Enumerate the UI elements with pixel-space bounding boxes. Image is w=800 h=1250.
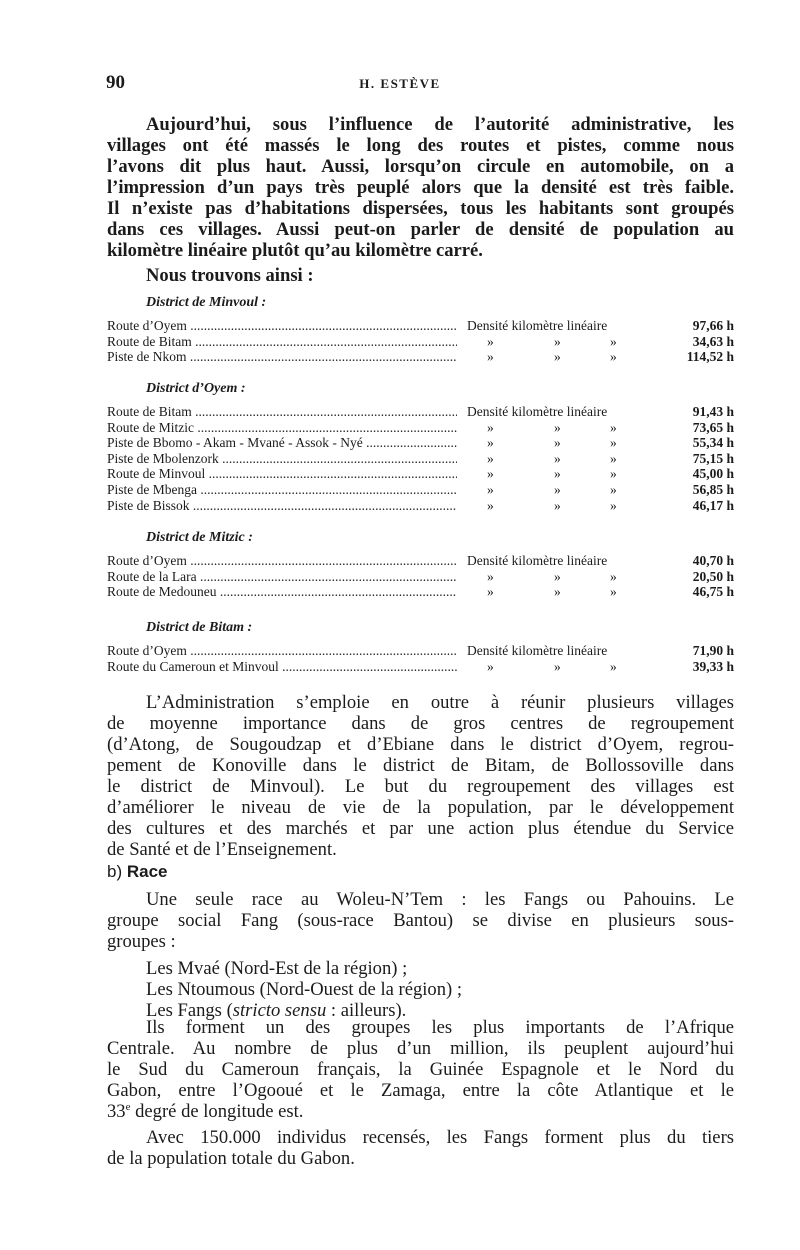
table-row [107,643,734,659]
route-name: Route d’Oyem ..... [107,643,457,659]
table-row [107,318,734,334]
density-value: 75,15 h [692,450,734,466]
text-line: Centrale. Au nombre de plus d’un million, ils peuplent aujourd’hui [107,1038,734,1059]
page-number: 90 [106,72,125,93]
table-row [107,659,734,675]
text-line: groupes : [107,931,176,952]
table-row [107,498,734,514]
table-row [107,569,734,585]
text-line: Aujourd’hui, sous l’influence de l’autorité administrative, les [146,114,734,135]
text-line: groupe social Fang (sous-race Bantou) se divise en plusieurs sous- [107,910,734,931]
text-line: l’avons dit plus haut. Aussi, lorsqu’on circule en automobile, on a [107,156,734,177]
paragraph-distribution [107,1017,734,1122]
section-marker: b) [107,862,123,881]
text-line: de moyenne importance dans de gros centres de regroupement [107,713,734,734]
text-line: villages ont été massés le long des routes et pistes, comme nous [107,135,734,156]
text-line: d’améliorer le niveau de vie de la population, par le développement [107,797,734,818]
route-name: Route de Minvoul ..... [107,466,457,482]
ditto-mark: » [610,419,617,435]
ditto-mark: » [554,497,561,513]
ditto-mark: » [487,419,494,435]
text-line: L’Administration s’emploie en outre à réunir plusieurs villages [146,692,734,713]
density-value: 34,63 h [692,333,734,349]
paragraph-population [107,1127,734,1169]
route-name: Piste de Mbenga ..... [107,482,457,498]
text-line: le district de Minvoul). Le but du regroupement des villages est [107,776,734,797]
route-name: Route de Bitam ..... [107,334,457,350]
ditto-mark: » [610,584,617,600]
district-title: District de Bitam : [146,620,253,635]
ditto-mark: » [487,435,494,451]
route-name: Piste de Bissok ..... [107,498,457,514]
density-value: 45,00 h [692,466,734,482]
density-value: 71,90 h [692,643,734,658]
table-row [107,349,734,365]
table-row [107,420,734,436]
text-line: dans ces villages. Aussi peut-on parler de densité de population au [107,219,734,240]
ditto-mark: » [610,658,617,674]
text-line: Il n’existe pas d’habitations dispersées, tous les habitants sont groupés [107,198,734,219]
ditto-mark: » [487,349,494,365]
ditto-mark: » [554,568,561,584]
text-line: 33e degré de longitude est. [107,1100,304,1122]
ditto-mark: » [554,435,561,451]
ditto-mark: » [610,568,617,584]
ditto-mark: » [487,333,494,349]
district-title: District de Mitzic : [146,530,253,545]
text-line: de la population totale du Gabon. [107,1148,355,1169]
ditto-mark: » [610,466,617,482]
route-name: Piste de Bbomo - Akam - Mvané - Assok - Nyé ..... [107,435,457,451]
table-row [107,451,734,467]
ditto-mark: » [487,466,494,482]
density-value: 20,50 h [692,568,734,584]
table-row [107,404,734,420]
density-label: Densité kilomètre linéaire [467,318,608,333]
section-heading [107,862,168,882]
density-label: Densité kilomètre linéaire [467,404,608,419]
density-value: 39,33 h [692,658,734,674]
density-value: 40,70 h [692,553,734,568]
density-value: 56,85 h [692,482,734,497]
text-line: des cultures et des marchés et par une action plus étendue du Service [107,818,734,839]
ditto-mark: » [554,482,561,497]
ditto-mark: » [610,497,617,513]
route-name: Route d’Oyem ..... [107,553,457,569]
paragraph-villages [107,114,734,261]
table-row [107,584,734,600]
ditto-mark: » [554,349,561,365]
text-line: (d’Atong, de Sougoudzap et d’Ebiane dans le district d’Oyem, regrou- [107,734,734,755]
ditto-mark: » [554,333,561,349]
text-line: pement de Konoville dans le district de Bitam, de Bollossoville dans [107,755,734,776]
district-title: District d’Oyem : [146,381,246,396]
ditto-mark: » [554,466,561,482]
paragraph-race [107,889,734,952]
density-value: 55,34 h [692,435,734,451]
ditto-mark: » [487,482,494,497]
ditto-mark: » [487,497,494,513]
route-name: Route du Cameroun et Minvoul ..... [107,659,457,675]
subgroup-item: Les Fangs (stricto sensu : ailleurs). [146,1000,407,1021]
text-line: Une seule race au Woleu-N’Tem : les Fangs ou Pahouins. Le [146,889,734,910]
ditto-mark: » [554,419,561,435]
district-title: District de Minvoul : [146,295,267,310]
ditto-mark: » [487,568,494,584]
ditto-mark: » [610,435,617,451]
density-value: 97,66 h [692,318,734,333]
route-name: Route de Bitam ..... [107,404,457,420]
ditto-mark: » [487,450,494,466]
ditto-mark: » [610,450,617,466]
route-name: Piste de Nkom ..... [107,349,457,365]
text-line: Gabon, entre l’Ogooué et le Zamaga, entre la côte Atlantique et le [107,1080,734,1101]
text-line: de Santé et de l’Enseignement. [107,839,337,860]
route-name: Route de Mitzic ..... [107,420,457,436]
density-label: Densité kilomètre linéaire [467,553,608,568]
text-line: Ils forment un des groupes les plus importants de l’Afrique [146,1017,734,1038]
density-value: 46,17 h [692,497,734,513]
ditto-mark: » [554,450,561,466]
text-line: kilomètre linéaire plutôt qu’au kilomètre carré. [107,240,483,261]
subgroup-item: Les Mvaé (Nord-Est de la région) ; [146,958,408,979]
route-name: Route de Medouneu ..... [107,584,457,600]
table-row [107,334,734,350]
density-value: 46,75 h [692,584,734,600]
ditto-mark: » [610,482,617,497]
route-name: Route d’Oyem ..... [107,318,457,334]
paragraph-administration [107,692,734,860]
ditto-mark: » [610,333,617,349]
ditto-mark: » [487,584,494,600]
ditto-mark: » [554,584,561,600]
text-line: Avec 150.000 individus recensés, les Fangs forment plus du tiers [146,1127,734,1148]
section-title: Race [126,862,168,881]
ditto-mark: » [487,658,494,674]
running-title: H. ESTÈVE [359,76,441,91]
density-label: Densité kilomètre linéaire [467,643,608,658]
route-name: Route de la Lara ..... [107,569,457,585]
subgroup-item: Les Ntoumous (Nord-Ouest de la région) ; [146,979,463,1000]
text-line: l’impression d’un pays très peuplé alors que la densité est très faible. [107,177,734,198]
table-row [107,482,734,498]
ditto-mark: » [610,349,617,365]
density-value: 73,65 h [692,419,734,435]
ditto-mark: » [554,658,561,674]
route-name: Piste de Mbolenzork ..... [107,451,457,467]
table-intro: Nous trouvons ainsi : [146,265,314,286]
table-row [107,466,734,482]
table-row [107,553,734,569]
density-value: 114,52 h [686,349,734,365]
table-row [107,435,734,451]
text-line: le Sud du Cameroun français, la Guinée Espagnole et le Nord du [107,1059,734,1080]
density-value: 91,43 h [692,404,734,419]
